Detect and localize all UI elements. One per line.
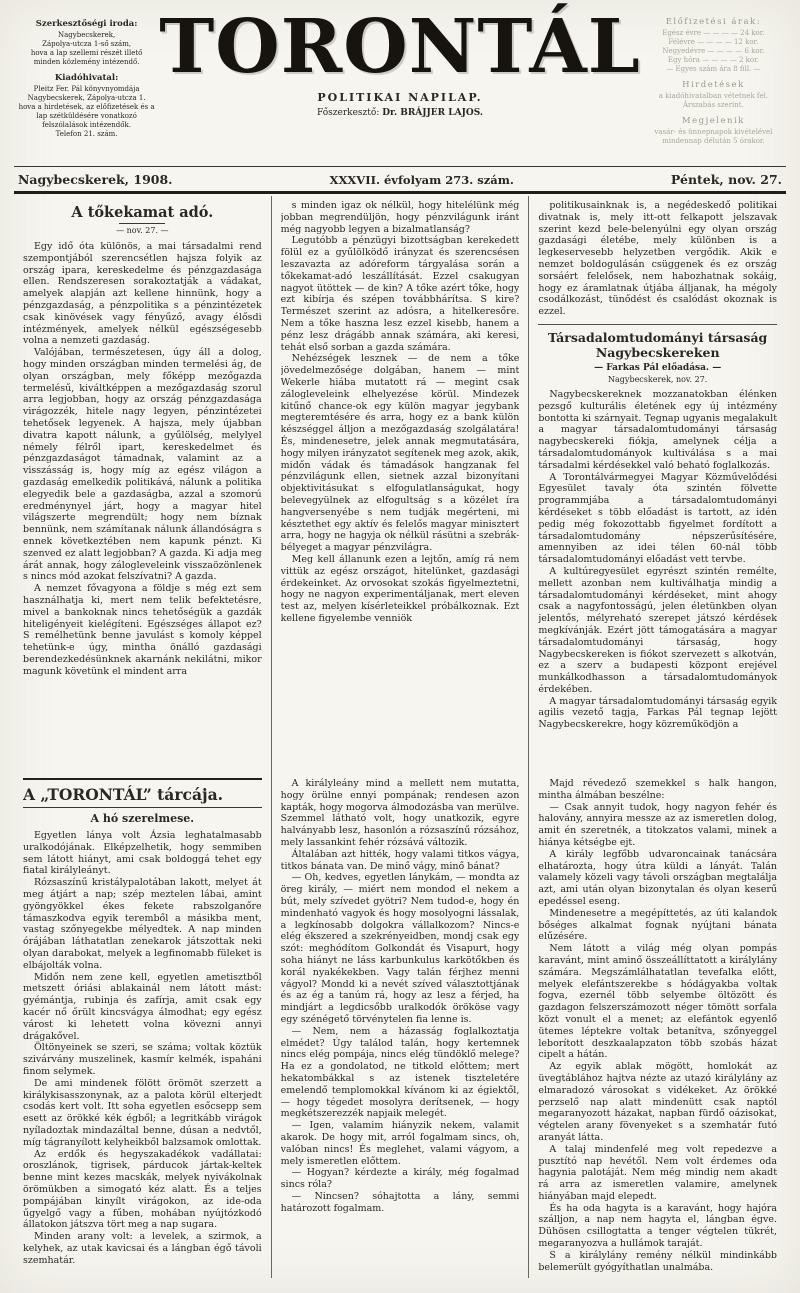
paragraph: Általában azt hitték, hogy valami titkos vágya, titkos bánata van. De minő vágy, minő bánat? — [280, 848, 520, 872]
masthead-line: Negyedévre — — — — 6 kor. — [662, 47, 765, 55]
paper-subtitle: POLITIKAI NAPILAP. — [317, 91, 483, 105]
masthead-line: Zápolya-utcza 1-ső szám, — [42, 40, 132, 48]
lead-headline: A tőkekamat adó. — [71, 204, 214, 221]
paragraph: — Oh, kedves, egyetlen lánykám, — mondta az öreg király, — miért nem mondod el nekem a bút, mely szívedet gyötri? Nem tudod-e, hogy én mindenható vagyok és hogy mosolyogni lássalak, a legkínosabb dolgokra vállalkozom? Nincs-e elég ékszered a szekrényeidben, mondj csak egy szót: meghódítom Golkondát és Visapurt, hogy soha hiányt ne láss karbunkulus karkötőkben és korál nyakékekben. Vagy talán férjhez menni vágyol? Mondd ki a nevét szíved választottjának és az ég a tanúm rá, hogy az lesz a férjed, ha mindjárt a legdicsőbb uralkodók örököse vagy egy szénégető törvénytelen fia lenne is. — [280, 872, 520, 1025]
continuation-body — [281, 200, 520, 625]
masthead-line: Egy hóra — — — — 2 kor. — [667, 56, 759, 64]
paragraph: És ha oda hagyta is a karavánt, hogy hajóra szálljon, a nap nem hagyta el, lángban égve. Dühösen csillogtatta a tenger végtelen tükrét, megaranyozva a hullámok taraját. — [538, 1202, 778, 1250]
feuilleton-title: A hó szerelmese. — [90, 812, 195, 825]
paragraph: Minden arany volt: a levelek, a szirmok, a kelyhek, az utak kavicsai és a lángban égő távoli szemhatár. — [23, 1231, 262, 1266]
serial-body-2 — [538, 778, 777, 1273]
editorial-office-lines — [14, 31, 159, 67]
paragraph: Majd révedező szemekkel s halk hangon, mintha álmában beszélne: — [538, 778, 778, 801]
lead-article-continuation — [281, 200, 520, 778]
publisher-title: Kiadóhivatal: — [54, 73, 119, 83]
editor-line — [159, 108, 641, 118]
paragraph: politikusainknak is, a negédeskedő politikai divatnak is, mely itt-ott felkapott jelszavak szerint kezd bele-belenyúlni egy olyan ország gazdasági életébe, mely különben is a legkeservesebb helyzetben vergődik. Akik e nemzet boldogulásán csüggenek és ez ország sorsáért felelősek, nem habozhatnak sokáig, hogy ez áramlatnak útjába álljanak, ha mégoly csodálkozást, tünődést és csalódást okoznak is ezzel. — [538, 200, 778, 318]
editorial-office-title: Szerkesztőségi iroda: — [35, 19, 138, 29]
serial-body — [281, 778, 520, 1214]
society-headline: Társadalomtudományi társaság Nagybecskereken — [548, 329, 768, 360]
editorial-office-box — [14, 8, 159, 139]
columns — [14, 196, 786, 1278]
paragraph: A nemzet fővagyona a földje s még ezt sem használhatja ki, mert nem telik befektetésre, mivel a bankoknak nincs tehetőségük a gazdák hiteligényeit kielégíteni. Egészséges állapot ez? S remélhetünk benne javulást s komoly képpel tehetünk-e úgy, mintha önálló gazdasági berendezkedésünknek akarnánk nekilátni, mikor magunk követünk el mindent arra — [23, 583, 262, 677]
feuilleton-body — [23, 830, 262, 1266]
masthead-line: Egész évre — — — — 24 kor. — [662, 29, 765, 37]
paragraph: Egy idő óta különös, a mai társadalmi rend szempontjából szerencsétlen hajsza folyik az ország ipara, kereskedelme és pénzgazdasága ellen. Rendszeresen sorakoztatják a vádakat, amelyek alapján azt kellene hinnünk, hogy a pénzgazdaság, a pénzpolitika s a pénzintézetek csak kinövések vagy fényűző, avagy élősdi intézmények, amelyek nélkül egészségesebb volna a nemzeti gazdaság. — [23, 241, 262, 347]
ads-title: Hirdetések — [682, 80, 745, 90]
lead-article — [23, 200, 262, 778]
masthead-line: hova a lap szellemi részét illető — [30, 49, 143, 57]
paragraph: Egyetlen lánya volt Ázsia leghatalmasabb uralkodójának. Elképzelhetik, hogy semmiben sem látott hiányt, ami csak boldoggá tehet egy fiatal királyleányt. — [23, 830, 262, 877]
paragraph: Öltönyeinek se szeri, se száma; voltak köztük szivárvány muszelinek, kasmír kelmék, ispaháni finom selymek. — [23, 1042, 262, 1077]
society-byline: — Farkas Pál előadása. — — [594, 362, 722, 373]
paragraph: A kultúregyesület egyrészt szintén remélte, mellett azonban nem kultiválhatja mindig a társadalomtudományi kérdéseket, mint ahogy csak a nagyfontosságú, jelen életünkben olyan jelentős, mélyreható szerepet játszó kérdések megkívánják. Ezért jött támogatására a magyar társadalomtudományi társaság, hogy Nagybecskereken is fiókot szervezett s alkotván, ez a szerv a budapesti központ erejével munkálkodhasson a társadalomtudományok érdekében. — [538, 565, 778, 695]
masthead-line: mindennap délután 5 órakor. — [662, 137, 765, 145]
paragraph: Legutóbb a pénzügyi bizottságban kerekedett fölül ez a gyűlölködő irányzat és szerencsésen leszavazta az adóreform tárgyalása során a tőkekamat-adó leszállítását. Ezzel csakugyan nagyot ütöttek — de kin? A tőke azért tőke, hogy ezt kibírja és szépen továbbhárítsa. S kire? Természet szerint az adósra, a hitelkeresőre. Nem a tőke haszna lesz ezzel kisebb, hanem a pénz lesz drágább annak számára, aki keresi, tehát első sorban a gazda számára. — [280, 235, 520, 353]
paragraph: — Nem, nem a házasság foglalkoztatja elmédet? Úgy találod talán, hogy kertemnek nincs elég pompája, nincs elég tündöklő melege? Ha ez a gondolatod, ne titkold előttem; mert hekatombákkal s az istenek tiszteletére emelendő templomokkal kívánom ki az égiektől, — hogy tégedet mosolyra derítsenek, — hogy megkétszerezzék napjaik melegét. — [280, 1025, 520, 1120]
paragraph: Midőn nem zene kell, egyetlen ametisztből metszett óriási ablakainál nem látott mást: gyémántja, rubinja és zafírja, amit csak egy kacér nő őrült kincsvágya álmodhat; egy egész várost ki lehetett volna kövezni annyi drágakővel. — [23, 971, 262, 1042]
paragraph: s minden igaz ok nélkül, hogy hitelélünk még jobban megrendüljön, hogy pénzvilágunk iránt még nagyobb legyen a bizalmatlanság? — [280, 200, 520, 235]
prices-title: Előfizetési árak: — [665, 17, 762, 27]
masthead-line: hova a hirdetések, az előfizetések és a lap szétküldésére vonatkozó felszólalások intézendők. — [18, 103, 155, 129]
masthead-line: Nagybecskerek, Zápolya-utcza 1. — [27, 94, 146, 102]
dateline-day: Péntek, nov. 27. — [670, 172, 782, 187]
subscription-box — [641, 8, 786, 146]
paragraph: A király legfőbb udvaroncainak tanácsára elhatározta, hogy útra küldi a lányát. Talán valamely közeli vagy távoli országban megtalálja azt, ami után olyan bizonytalan és olyan keserű epedéssel eseng. — [538, 848, 778, 907]
dateline-place: Nagybecskerek, 1908. — [18, 172, 173, 187]
paragraph: Az erdők és hegyszakadékok vadállatai: oroszlánok, tigrisek, párducok jártak-keltek benne mint kezes macskák, melyek nyivákolnak örömükben a simogató kéz alatt. És a teljes pompájában kinyílt virágokon, az ide-oda űgyelgő vagy a fűben, mohában nyújtózkodó állatokon játszva tört meg a nap sugara. — [23, 1148, 262, 1231]
masthead-center — [159, 4, 641, 119]
paragraph: — Igen, valamim hiányzik nekem, valamit akarok. De hogy mit, arról fogalmam sincs, oh, valóban nincs! És meglehet, valami vágyom, a mely ismeretlen előttem. — [280, 1120, 520, 1167]
column-3-upper — [538, 200, 777, 778]
dateline-bar — [14, 166, 786, 194]
masthead-line: Nagybecskerek, — [57, 31, 116, 39]
masthead-line: Félévre — — — — 12 kor. — [668, 38, 759, 46]
paragraph: A királyleány mind a mellett nem mutatta, hogy örülne ennyi pompának; rendesen azon kapták, hogy mogorva álmodozásba van merülve. Szemmel látható volt, hogy unatkozik, egyre halványabb lesz, hasonlón a rózsaszínű rózsához, mely lassankint fehér rózsává változik. — [280, 778, 520, 848]
appears-title: Megjelenik — [681, 116, 745, 126]
masthead — [14, 4, 786, 166]
ads-lines — [641, 92, 786, 110]
masthead-line: vasár- és ünnepnapok kivételével — [654, 128, 773, 136]
paragraph: A magyar társadalomtudományi társaság egyik agilis vezető tagja, Farkas Pál tegnap lejött Nagybecskerekre, hogy közreműködjön a — [538, 695, 778, 731]
paragraph: De ami mindenek fölött örömöt szerzett a királykisasszonynak, az a palota körül elterjedt csodás kert volt. Itt soha egyetlen esőcsepp sem esett az örökké kék égből; a legritkább virágok nyíladoztak mindazáltal benne, dúsan a nedvtől, míg tágranyílott kelyheikből balzsamok omlottak. — [23, 1077, 262, 1148]
feuilleton-headline: A „TORONTÁL” tárcája. — [23, 785, 262, 808]
paragraph: A talaj mindenfelé meg volt repedezve a pusztító nap hevétől. Nem volt érdemes oda hagynia palotáját. Nem még mindig nem akadt rá arra az ismeretlen valamire, amelynek hiányában majd elepedt. — [538, 1143, 778, 1202]
feuilleton-continuation — [281, 778, 520, 1278]
masthead-line: Telefon 21. szám. — [55, 130, 118, 138]
paragraph: Meg kell állanunk ezen a lejtőn, amíg rá nem vittük az egész országot, hitelünket, gazdasági érdekeinket. Az orvosokat szokás figyelmeztetni, hogy ne nagyon experimentáljanak, mert eleven test az, melyen kísérleteikkel próbálkoznak. Ezt kellene figyelembe venniök — [280, 553, 520, 624]
society-place-date: Nagybecskerek, nov. 27. — [608, 374, 708, 384]
paragraph: Valójában, természetesen, úgy áll a dolog, hogy minden országban minden termelési ág, de olyan országban, mely főképp mezőgazda termelésű, kiváltképpen a mezőgazdaság szorul arra legjobban, hogy az ország pénzgazdasága virágozzék, hitele nagy legyen, pénzintézetei tehetősek legyenek. A hajsza, mely újabban divatra kapott nálunk, a gyűlölség, melylyel némely félről ipart, kereskedelmet és pénzgazdaságot támadnak, valamint az a visszásság is, hogy míg az egész világon a gazdaság emelkedik politikává, nálunk a politika elegyedik bele a gazdaságba, azzal a szomorú eredménynyel járt, hogy a magyar hitel világszerte megrendült; hogy nem bíznak bennünk, nem számítanak nálunk állandóságra s ennek következtében nem kapunk pénzt. Ki szenved ez alatt legjobban? A gazda. Ki adja meg árát annak, hogy zálogleveleink visszaözönlenek s nincs mód azokat felszívatni? A gazda. — [23, 347, 262, 583]
paragraph: — Nincsen? sóhajtotta a lány, semmi határozott fogalmam. — [280, 1190, 520, 1214]
society-body — [538, 389, 777, 731]
dateline-issue: XXXVII. évfolyam 273. szám. — [329, 173, 514, 187]
editor-name: Dr. BRÁJJER LAJOS. — [382, 108, 484, 119]
feuilleton-continuation-2 — [538, 778, 777, 1278]
paragraph: Nem látott a világ még olyan pompás karavánt, mint aminő összeállíttatott a királylány számára. Megszámlálhatatlan tevefalka előtt, melyek elefántszerekbe s hódágyakba voltak fogva, ezernél több selyembe öltözött és gazdagon felszerszámozott néger tömött sorfala közt vonult el a menet; az elefántok egyenlő ütemes léptekre voltak betanítva, szőnyeggel leborított deszkaalapzaton több szobás házat cipelt a hátán. — [538, 943, 778, 1061]
paragraph: S a királylány remény nélkül mindinkább belemerült gyógyíthatlan unalmába. — [538, 1249, 778, 1273]
politics-body — [538, 200, 777, 318]
lead-dateline: — nov. 27. — — [116, 226, 169, 235]
society-article — [538, 324, 777, 731]
editor-label: Főszerkesztő: — [316, 108, 380, 119]
paragraph: Nehézségek lesznek — de nem a tőke jövedelmezősége dolgában, hanem — mint Wekerle hiába mutatott rá — megint csak zálogleveleink elhelyezése körül. Mindezek kitűnő chance-ok egy külön magyar jegybank megteremtésére és arra, hogy ez a bank külön készséggel álljon a mezőgazdaság szolgálatára! És, mindenesetre, jelek annak megmutatására, hogy milyen irányzatot segítenek meg azok, akik, midőn vádak és támadások hangzanak fel pénzvilágunk ellen, sietnek azzal bizonyítani objektivitásukat s elfogulatlanságukat, hogy belevegyülnek az elfogultság s a közélet íra hangversenyébe s nem tudják megérteni, mi késztethet egy aktív és felelős magyar minisztert arra, hogy ne hagyja ok nélkül rásütni a szebrák-bélyeget a magyar pénzvilágra. — [280, 353, 520, 554]
masthead-line: Árszabás szerint. — [682, 101, 744, 109]
feuilleton — [23, 778, 262, 1278]
paragraph: Rózsaszínű kristálypalotában lakott, melyet át meg átjárt a nap; szép meztelen lábai, amint gyöngyökkel ékes fekete rabszolganőre támaszkodva egyik teremből a másikba ment, vastag szőnyegekbe mélyedtek. A nap minden órájában láthatatlan zenekarok játszottak neki olyan darabokat, melyek a legfinomabb füleket is elbájolták volna. — [23, 877, 262, 971]
paragraph: A Torontálvármegyei Magyar Közművelődési Egyesület tavaly óta szintén fölvette programmjába a társadalomtudományi kérdéseket s több előadást is tartott, az idén pedig még fokozottabb figyelmet fordított a társadalomtudomány népszerűsítésére, amennyiben az idei télen 60-nál több társadalomtudományi előadást vett tervbe. — [538, 471, 778, 566]
appears-lines — [641, 128, 786, 146]
masthead-line: — Egyes szám ára 8 fill. — — [666, 65, 761, 73]
paragraph: Az egyik ablak mögött, homlokát az üvegtáblához hajtva nézte az utazó királylány az elmaradozó városokat s vidékeket. Az örökké perzselő nap alatt mindenütt csak naptól megaranyozott házakat, napban fürdő oázisokat, végtelen arany fövenyeket s a szemhatár futó aranyát látta. — [538, 1061, 778, 1143]
paragraph: — Csak annyit tudok, hogy nagyon fehér és halovány, annyira messze az az ismeretlen dolog, amit én szeretnék, a titokzatos valami, minek a hiánya kétségbe ejt. — [538, 801, 778, 848]
paragraph: Mindenesetre a megépíttetés, az úti kalandok bőséges alkalmat fognak nyújtani bánata elűzésére. — [538, 907, 778, 943]
masthead-line: minden közlemény intézendő. — [33, 58, 140, 66]
headline-rule — [119, 223, 165, 224]
paragraph: Nagybecskereknek mozzanatokban élénken pezsgő kulturális életének egy új intézmény bontotta ki szárnyait. Tegnap ugyanis megalakult a magyar társadalomtudományi társaság nagybecskereki fiókja, amelynek célja a társadalomtudományok kultiválása s a mai társadalmi kérdésekkel való beható foglalkozás. — [538, 388, 778, 471]
column-1 — [14, 196, 271, 1278]
column-2 — [271, 196, 529, 1278]
paragraph: — Hogyan? kérdezte a király, még fogalmad sincs róla? — [280, 1167, 520, 1191]
lead-body — [23, 241, 262, 677]
masthead-line: a kiadóhivatalban vétetnek fel. — [658, 92, 769, 100]
publisher-lines — [14, 85, 159, 139]
column-3 — [528, 196, 786, 1278]
paper-title: TORONTÁL — [159, 4, 641, 90]
masthead-line: Pleitz Fer. Pál könyvnyomdája — [33, 85, 140, 93]
price-lines — [641, 29, 786, 74]
